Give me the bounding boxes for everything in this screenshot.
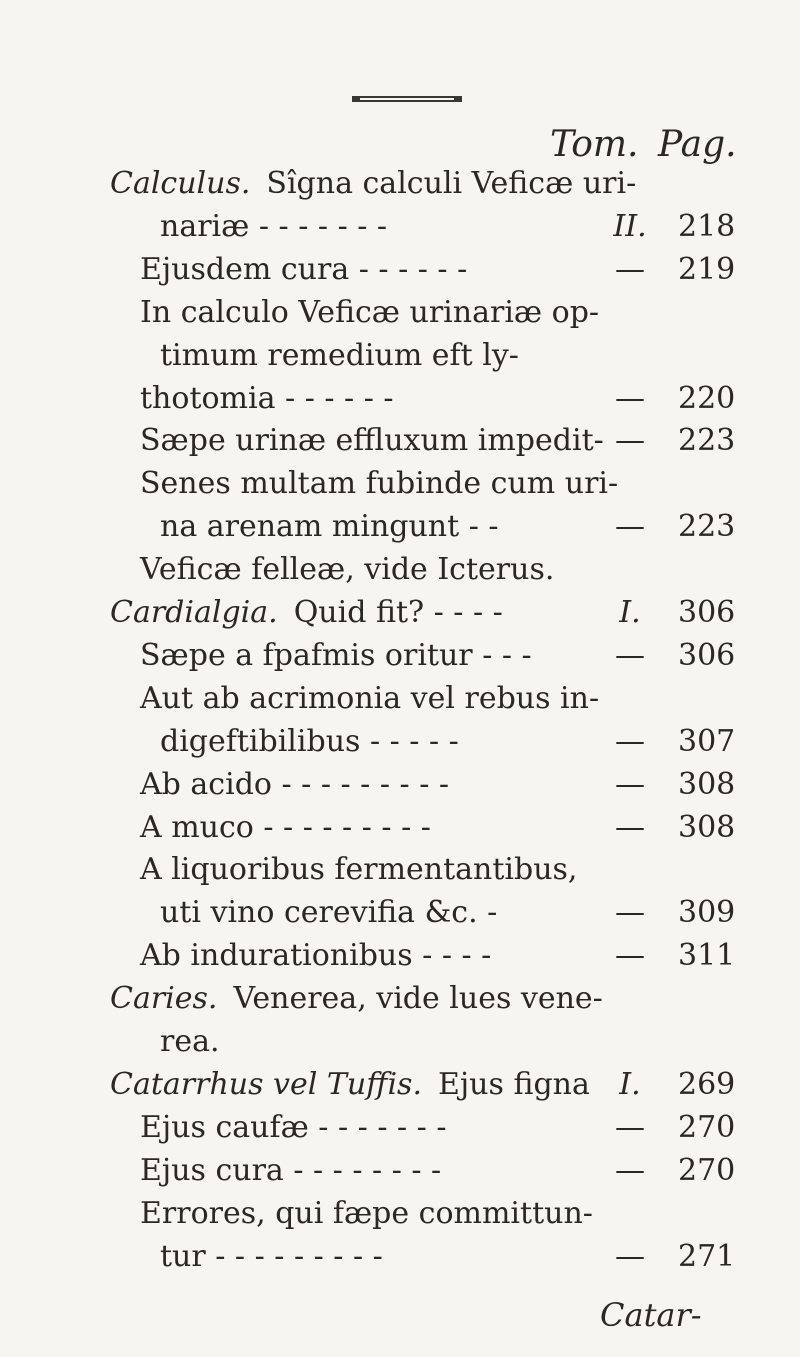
entry-volume: — bbox=[615, 423, 645, 458]
entry-line bbox=[160, 722, 459, 762]
entry-line bbox=[140, 250, 467, 290]
entry-text: Sîgna calculi Veficæ uri- bbox=[266, 166, 637, 201]
entry-text: timum remedium eft ly- bbox=[160, 338, 519, 373]
entry-text: na arenam mingunt - - bbox=[160, 509, 499, 544]
entry-volume: — bbox=[615, 1153, 645, 1188]
entry-line bbox=[140, 850, 577, 890]
entry-page-number: 270 bbox=[678, 1153, 736, 1188]
entry-volume: — bbox=[615, 938, 645, 973]
entry-line bbox=[110, 164, 636, 204]
entry-line bbox=[160, 1022, 220, 1062]
entry-line bbox=[160, 207, 387, 247]
entry-line bbox=[140, 379, 394, 419]
entry-volume: — bbox=[615, 1110, 645, 1145]
entry-page-number: 306 bbox=[678, 638, 736, 673]
entry-line bbox=[140, 765, 449, 805]
entry-text: Ejus caufæ - - - - - - - bbox=[140, 1110, 447, 1145]
entry-page-number: 309 bbox=[678, 895, 736, 930]
entry-text: Quid fit? - - - - bbox=[293, 595, 503, 630]
entry-text: thotomia - - - - - - bbox=[140, 381, 394, 416]
entry-text: Aut ab acrimonia vel rebus in- bbox=[140, 681, 600, 716]
entry-line bbox=[140, 679, 599, 719]
printers-ornament bbox=[352, 94, 462, 104]
entry-line bbox=[160, 507, 499, 547]
entry-volume: — bbox=[615, 381, 645, 416]
entry-text: Ejus cura - - - - - - - - bbox=[140, 1153, 442, 1188]
entry-volume: II. bbox=[613, 209, 647, 244]
entry-heading: Caries. bbox=[110, 981, 218, 1016]
entry-text: digeftibilibus - - - - - bbox=[160, 724, 459, 759]
entry-line bbox=[160, 893, 497, 933]
entry-text: Ejusdem cura - - - - - - bbox=[140, 252, 468, 287]
entry-page-number: 306 bbox=[678, 595, 736, 630]
entry-volume: — bbox=[615, 895, 645, 930]
entry-line bbox=[140, 636, 532, 676]
entry-text: uti vino cerevifia &c. - bbox=[160, 895, 498, 930]
entry-text: In calculo Veficæ urinariæ op- bbox=[140, 295, 600, 330]
entry-line bbox=[140, 421, 604, 461]
entry-page-number: 220 bbox=[678, 381, 736, 416]
entry-volume: — bbox=[615, 724, 645, 759]
entry-text: rea. bbox=[160, 1024, 220, 1059]
entry-page-number: 269 bbox=[678, 1067, 736, 1102]
entry-heading: Calculus. bbox=[110, 166, 251, 201]
entry-text: Errores, qui fæpe committun- bbox=[140, 1196, 593, 1231]
entry-text: nariæ - - - - - - - bbox=[160, 209, 388, 244]
entry-volume: — bbox=[615, 810, 645, 845]
entry-line bbox=[140, 464, 618, 504]
entry-heading: Cardialgia. bbox=[110, 595, 278, 630]
entry-text: Veficæ felleæ, vide Icterus. bbox=[140, 552, 555, 587]
catchword: Catar- bbox=[600, 1296, 702, 1334]
entry-text: Sæpe a fpafmis oritur - - - bbox=[140, 638, 532, 673]
entry-text: Ejus figna bbox=[437, 1067, 590, 1102]
entry-line bbox=[140, 293, 599, 333]
entry-page-number: 218 bbox=[678, 209, 736, 244]
entry-volume: I. bbox=[619, 595, 641, 630]
entry-text: A muco - - - - - - - - - bbox=[140, 810, 431, 845]
header-tom: Tom. bbox=[550, 124, 639, 165]
entry-page-number: 308 bbox=[678, 810, 736, 845]
entry-volume: — bbox=[615, 638, 645, 673]
entry-page-number: 308 bbox=[678, 767, 736, 802]
entry-line bbox=[110, 979, 603, 1019]
entry-page-number: 271 bbox=[678, 1239, 736, 1274]
entry-line bbox=[140, 1194, 593, 1234]
entry-line bbox=[110, 1065, 590, 1105]
header-pag: Pag. bbox=[658, 124, 737, 165]
entry-volume: — bbox=[615, 1239, 645, 1274]
entry-line bbox=[140, 550, 554, 590]
entry-heading: Catarrhus vel Tuffis. bbox=[110, 1067, 422, 1102]
entry-volume: — bbox=[615, 767, 645, 802]
entry-page-number: 223 bbox=[678, 509, 736, 544]
entry-volume: — bbox=[615, 509, 645, 544]
entry-page-number: 223 bbox=[678, 423, 736, 458]
entry-text: Ab acido - - - - - - - - - bbox=[140, 767, 450, 802]
entry-text: A liquoribus fermentantibus, bbox=[140, 852, 578, 887]
entry-line bbox=[140, 1108, 446, 1148]
entry-text: tur - - - - - - - - - bbox=[160, 1239, 383, 1274]
entry-line bbox=[140, 808, 431, 848]
entry-line bbox=[160, 336, 519, 376]
entry-page-number: 270 bbox=[678, 1110, 736, 1145]
entry-text: Venerea, vide lues vene- bbox=[233, 981, 603, 1016]
entry-text: Senes multam fubinde cum uri- bbox=[140, 466, 619, 501]
entry-volume: I. bbox=[619, 1067, 641, 1102]
entry-page-number: 311 bbox=[678, 938, 736, 973]
entry-line bbox=[110, 593, 503, 633]
entry-text: Ab indurationibus - - - - bbox=[140, 938, 492, 973]
entry-line bbox=[160, 1237, 383, 1277]
entry-line bbox=[140, 936, 491, 976]
entry-volume: — bbox=[615, 252, 645, 287]
entry-page-number: 307 bbox=[678, 724, 736, 759]
entry-text: Sæpe urinæ effluxum impedit- bbox=[140, 423, 604, 458]
entry-line bbox=[140, 1151, 441, 1191]
entry-page-number: 219 bbox=[678, 252, 736, 287]
